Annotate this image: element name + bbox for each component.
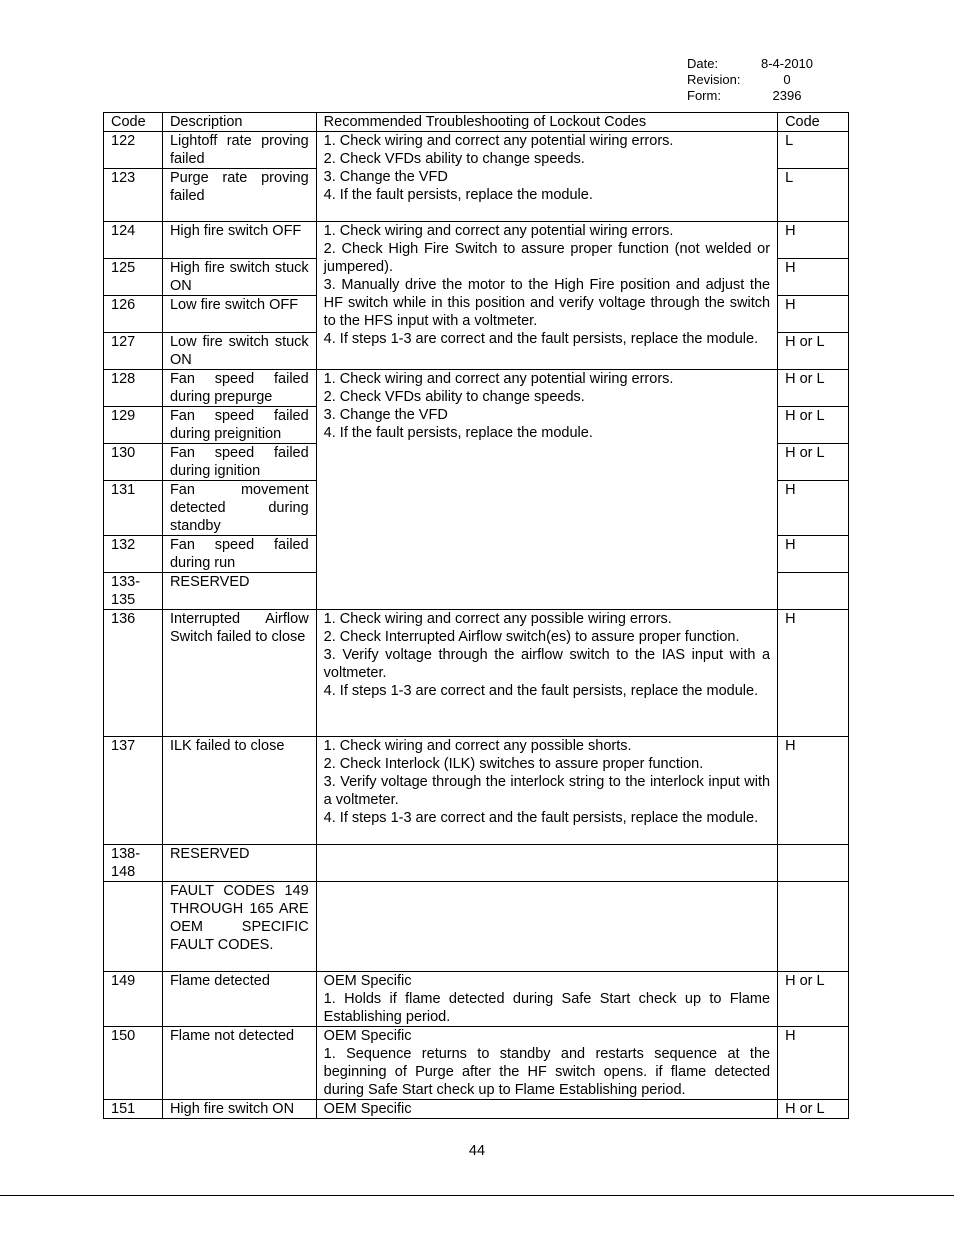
troubleshooting-step: 3. Verify voltage through the interlock string to the interlock input with a voltmeter. bbox=[323, 774, 771, 808]
fault-description bbox=[162, 370, 316, 407]
troubleshooting-step: 3. Manually drive the motor to the High Fire position and adjust the HF switch while in this position and verify voltage through the switch to the HFS input with a voltmeter. bbox=[323, 277, 771, 329]
fault-description bbox=[162, 481, 316, 536]
troubleshooting-step: OEM Specific bbox=[323, 1101, 412, 1117]
description-text: Fan speed failed during run bbox=[169, 537, 309, 571]
meta-revision bbox=[687, 72, 817, 88]
fault-description bbox=[162, 573, 316, 610]
description-text: Lightoff rate proving failed bbox=[169, 133, 309, 167]
fault-description bbox=[162, 444, 316, 481]
troubleshooting-step: 1. Check wiring and correct any potential wiring errors. bbox=[323, 371, 674, 387]
lockout-type bbox=[778, 573, 849, 610]
troubleshooting-step: 2. Check High Fire Switch to assure proper function (not welded or jumpered). bbox=[323, 241, 771, 275]
lockout-type: H or L bbox=[778, 972, 849, 1027]
fault-code: 137 bbox=[104, 737, 163, 845]
description-text: RESERVED bbox=[169, 574, 250, 590]
fault-code: 133-135 bbox=[104, 573, 163, 610]
date-label: Date: bbox=[687, 56, 719, 71]
troubleshooting-steps bbox=[316, 1027, 777, 1100]
lockout-type: H or L bbox=[778, 444, 849, 481]
header-code-type: Code bbox=[778, 113, 849, 132]
fault-description bbox=[162, 132, 316, 169]
fault-description bbox=[162, 737, 316, 845]
lockout-type: H bbox=[778, 737, 849, 845]
table-row bbox=[104, 1027, 849, 1100]
lockout-type bbox=[778, 882, 849, 972]
troubleshooting-steps bbox=[316, 845, 777, 882]
troubleshooting-step: 4. If steps 1-3 are correct and the fault persists, replace the module. bbox=[323, 331, 759, 347]
fault-description bbox=[162, 1100, 316, 1119]
troubleshooting-step: 1. Check wiring and correct any possible shorts. bbox=[323, 738, 632, 754]
description-text: ILK failed to close bbox=[169, 738, 285, 754]
fault-code: 130 bbox=[104, 444, 163, 481]
lockout-type bbox=[778, 845, 849, 882]
date-value: 8-4-2010 bbox=[760, 56, 814, 71]
description-text: Fan movement detected during standby bbox=[169, 482, 309, 534]
troubleshooting-step: 4. If steps 1-3 are correct and the fault persists, replace the module. bbox=[323, 810, 759, 826]
troubleshooting-step: 3. Change the VFD bbox=[323, 169, 448, 185]
fault-code: 126 bbox=[104, 296, 163, 333]
troubleshooting-step: 4. If the fault persists, replace the module. bbox=[323, 187, 593, 203]
description-text: Low fire switch OFF bbox=[169, 297, 299, 313]
description-text: Low fire switch stuck ON bbox=[169, 334, 309, 368]
fault-code: 131 bbox=[104, 481, 163, 536]
lockout-type: H bbox=[778, 1027, 849, 1100]
form-label: Form: bbox=[687, 88, 721, 103]
lockout-type: H bbox=[778, 481, 849, 536]
fault-code: 132 bbox=[104, 536, 163, 573]
lockout-type: H or L bbox=[778, 333, 849, 370]
table-row bbox=[104, 370, 849, 407]
table-row bbox=[104, 737, 849, 845]
description-text: High fire switch ON bbox=[169, 1101, 295, 1117]
fault-code: 124 bbox=[104, 222, 163, 259]
troubleshooting-step: 2. Check VFDs ability to change speeds. bbox=[323, 389, 585, 405]
troubleshooting-step: OEM Specific bbox=[323, 973, 412, 989]
page-number: 44 bbox=[468, 1143, 486, 1159]
troubleshooting-step: 1. Check wiring and correct any potential wiring errors. bbox=[323, 133, 674, 149]
table-header-row bbox=[104, 113, 849, 132]
lockout-type: H bbox=[778, 222, 849, 259]
fault-code: 138-148 bbox=[104, 845, 163, 882]
fault-description bbox=[162, 259, 316, 296]
troubleshooting-step: OEM Specific bbox=[323, 1028, 412, 1044]
troubleshooting-step: 2. Check VFDs ability to change speeds. bbox=[323, 151, 585, 167]
meta-date bbox=[687, 56, 817, 72]
revision-value: 0 bbox=[783, 72, 791, 87]
document-meta bbox=[687, 56, 817, 104]
troubleshooting-steps bbox=[316, 972, 777, 1027]
troubleshooting-step: 1. Holds if flame detected during Safe Start check up to Flame Establishing period. bbox=[323, 991, 771, 1025]
troubleshooting-step: 1. Check wiring and correct any possible wiring errors. bbox=[323, 611, 672, 627]
lockout-type: H bbox=[778, 296, 849, 333]
lockout-type: L bbox=[778, 169, 849, 222]
troubleshooting-steps bbox=[316, 1100, 777, 1119]
troubleshooting-step: 3. Verify voltage through the airflow switch to the IAS input with a voltmeter. bbox=[323, 647, 771, 681]
troubleshooting-steps bbox=[316, 882, 777, 972]
description-text: Fan speed failed during preignition bbox=[169, 408, 309, 442]
fault-code: 123 bbox=[104, 169, 163, 222]
troubleshooting-step: 2. Check Interlock (ILK) switches to assure proper function. bbox=[323, 756, 704, 772]
footer-divider bbox=[0, 1195, 954, 1196]
troubleshooting-steps bbox=[316, 370, 777, 610]
troubleshooting-steps bbox=[316, 132, 777, 222]
fault-description bbox=[162, 610, 316, 737]
fault-code: 129 bbox=[104, 407, 163, 444]
fault-description bbox=[162, 536, 316, 573]
troubleshooting-steps bbox=[316, 610, 777, 737]
table-row bbox=[104, 610, 849, 737]
table-row bbox=[104, 1100, 849, 1119]
fault-code bbox=[104, 882, 163, 972]
fault-description bbox=[162, 845, 316, 882]
troubleshooting-step: 1. Check wiring and correct any potential wiring errors. bbox=[323, 223, 674, 239]
description-text: Fan speed failed during prepurge bbox=[169, 371, 309, 405]
description-text: Flame detected bbox=[169, 973, 270, 989]
description-text: RESERVED bbox=[169, 846, 250, 862]
troubleshooting-step: 4. If the fault persists, replace the module. bbox=[323, 425, 593, 441]
troubleshooting-steps bbox=[316, 222, 777, 370]
lockout-type: L bbox=[778, 132, 849, 169]
table-row bbox=[104, 972, 849, 1027]
fault-description bbox=[162, 972, 316, 1027]
description-text: Purge rate proving failed bbox=[169, 170, 309, 204]
table-row bbox=[104, 882, 849, 972]
description-text: High fire switch OFF bbox=[169, 223, 302, 239]
fault-code: 149 bbox=[104, 972, 163, 1027]
troubleshooting-steps bbox=[316, 737, 777, 845]
lockout-codes-table bbox=[103, 112, 849, 1119]
table-body bbox=[104, 113, 849, 1119]
table-row bbox=[104, 132, 849, 169]
fault-description bbox=[162, 296, 316, 333]
troubleshooting-step: 1. Sequence returns to standby and restarts sequence at the beginning of Purge after the HF switch opens. if flame detected during Safe Start check up to Flame Establishing period. bbox=[323, 1046, 771, 1098]
troubleshooting-step: 3. Change the VFD bbox=[323, 407, 448, 423]
fault-code: 128 bbox=[104, 370, 163, 407]
fault-description bbox=[162, 169, 316, 222]
header-troubleshooting: Recommended Troubleshooting of Lockout Codes bbox=[316, 113, 777, 132]
fault-code: 122 bbox=[104, 132, 163, 169]
fault-code: 127 bbox=[104, 333, 163, 370]
header-description: Description bbox=[162, 113, 316, 132]
lockout-type: H or L bbox=[778, 1100, 849, 1119]
fault-code: 151 bbox=[104, 1100, 163, 1119]
description-text: High fire switch stuck ON bbox=[169, 260, 309, 294]
description-text: Fan speed failed during ignition bbox=[169, 445, 309, 479]
description-text: FAULT CODES 149 THROUGH 165 ARE OEM SPECIFIC FAULT CODES. bbox=[169, 883, 309, 953]
fault-code: 125 bbox=[104, 259, 163, 296]
table-row bbox=[104, 222, 849, 259]
fault-code: 136 bbox=[104, 610, 163, 737]
lockout-type: H bbox=[778, 536, 849, 573]
lockout-type: H bbox=[778, 610, 849, 737]
troubleshooting-step: 2. Check Interrupted Airflow switch(es) to assure proper function. bbox=[323, 629, 740, 645]
fault-description bbox=[162, 882, 316, 972]
fault-description bbox=[162, 333, 316, 370]
description-text: Interrupted Airflow Switch failed to close bbox=[169, 611, 309, 645]
fault-description bbox=[162, 222, 316, 259]
lockout-type: H or L bbox=[778, 370, 849, 407]
troubleshooting-step: 4. If steps 1-3 are correct and the fault persists, replace the module. bbox=[323, 683, 759, 699]
lockout-type: H or L bbox=[778, 407, 849, 444]
meta-form bbox=[687, 88, 817, 104]
header-code: Code bbox=[104, 113, 163, 132]
table-row bbox=[104, 845, 849, 882]
fault-description bbox=[162, 1027, 316, 1100]
fault-code: 150 bbox=[104, 1027, 163, 1100]
lockout-type: H bbox=[778, 259, 849, 296]
fault-description bbox=[162, 407, 316, 444]
description-text: Flame not detected bbox=[169, 1028, 295, 1044]
form-value: 2396 bbox=[772, 88, 802, 103]
revision-label: Revision: bbox=[687, 72, 741, 87]
